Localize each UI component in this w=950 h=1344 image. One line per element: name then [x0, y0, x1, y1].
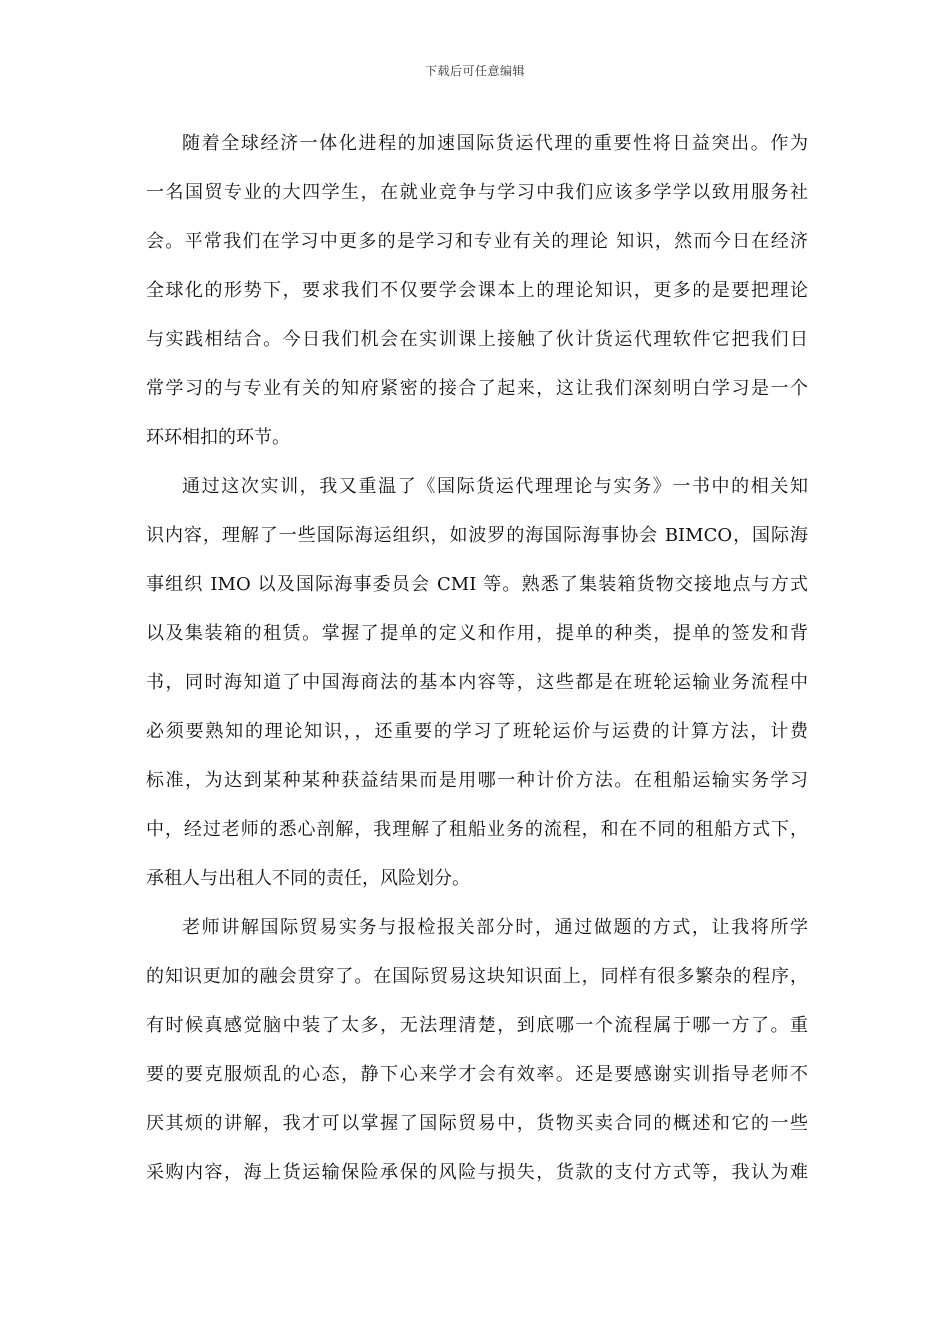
text-line: 通过这次实训，我又重温了《国际货运代理理论与实务》一书中的相关知 — [182, 476, 808, 497]
text-line: 老师讲解国际贸易实务与报检报关部分时，通过做题的方式，让我将所学 — [182, 917, 808, 938]
text-line: 书，同时海知道了中国海商法的基本内容等，这些都是在班轮运输业务流程中 — [146, 672, 808, 693]
paragraph — [146, 462, 808, 903]
text-line: 必须要熟知的理论知识，，还重要的学习了班轮运价与运费的计算方法，计费 — [146, 721, 808, 742]
text-line: 全球化的形势下，要求我们不仅要学会课本上的理论知识，更多的是要把理论 — [146, 280, 808, 301]
text-line: 采购内容，海上货运输保险承保的风险与损失，货款的支付方式等，我认为难 — [146, 1162, 808, 1183]
text-line: 要的要克服烦乱的心态，静下心来学才会有效率。还是要感谢实训指导老师不 — [146, 1064, 808, 1085]
text-line: 事组织 IMO 以及国际海事委员会 CMI 等。熟悉了集装箱货物交接地点与方式 — [146, 574, 808, 595]
text-line: 常学习的与专业有关的知府紧密的接合了起来，这让我们深刻明白学习是一个 — [146, 378, 808, 399]
text-line: 承租人与出租人不同的责任，风险划分。 — [146, 868, 470, 889]
text-line: 以及集装箱的租赁。掌握了提单的定义和作用，提单的种类，提单的签发和背 — [146, 623, 808, 644]
text-line: 与实践相结合。今日我们机会在实训课上接触了伙计货运代理软件它把我们日 — [146, 329, 808, 350]
text-line: 标准，为达到某种某种获益结果而是用哪一种计价方法。在租船运输实务学习 — [146, 770, 808, 791]
text-line: 厌其烦的讲解，我才可以掌握了国际贸易中，货物买卖合同的概述和它的一些 — [146, 1113, 808, 1134]
text-line: 环环相扣的环节。 — [146, 427, 290, 448]
text-line: 有时候真感觉脑中装了太多，无法理清楚，到底哪一个流程属于哪一方了。重 — [146, 1015, 808, 1036]
page-header: 下载后可任意编辑 — [424, 64, 525, 78]
text-line: 一名国贸专业的大四学生，在就业竞争与学习中我们应该多学学以致用服务社 — [146, 182, 808, 203]
paragraph — [146, 119, 808, 462]
text-line: 会。平常我们在学习中更多的是学习和专业有关的理论 知识，然而今日在经济 — [146, 231, 808, 252]
document-body — [146, 119, 808, 1197]
text-line: 随着全球经济一体化进程的加速国际货运代理的重要性将日益突出。作为 — [182, 133, 808, 154]
text-line: 中，经过老师的悉心剖解，我理解了租船业务的流程，和在不同的租船方式下， — [146, 819, 808, 840]
text-line: 识内容，理解了一些国际海运组织，如波罗的海国际海事协会 BIMCO，国际海 — [146, 525, 808, 546]
text-line: 的知识更加的融会贯穿了。在国际贸易这块知识面上，同样有很多繁杂的程序， — [146, 966, 808, 987]
paragraph — [146, 903, 808, 1197]
